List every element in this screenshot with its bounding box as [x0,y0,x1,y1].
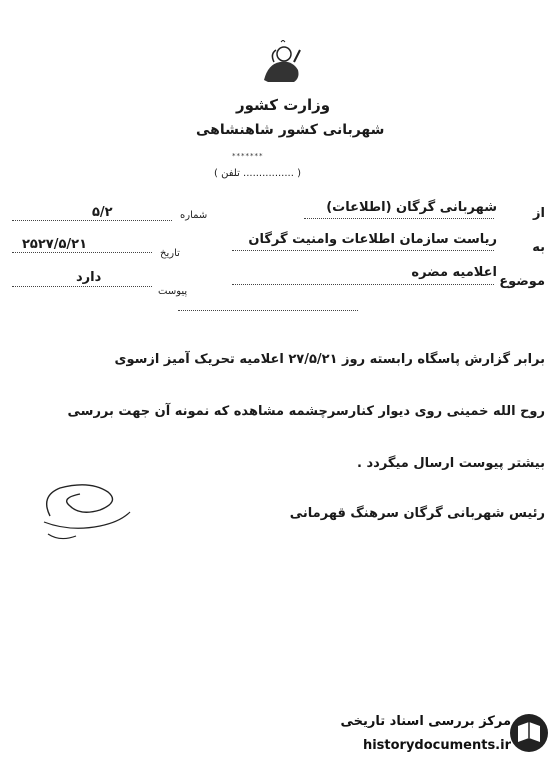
watermark-title: مرکز بررسی اسناد تاریخی [340,714,511,729]
body-line-1: برابر گزارش پاسگاه رابسته روز ۲۷/۵/۲۱ اعلامیه تحریک آمیز ازسوی [114,352,545,367]
separator-dotted-line [178,310,358,311]
attachment-label: پیوست [158,286,188,297]
body-line-3: بیشتر پیوست ارسال میگردد . [357,456,545,471]
attachment-value: دارد [76,270,102,285]
lion-and-sun-emblem [254,40,308,88]
handwritten-signature [30,476,140,548]
date-value: ۲۵۲۷/۵/۲۱ [22,237,88,252]
subject-value: اعلامیه مضره [411,265,497,280]
from-value: شهربانی گرگان (اطلاعات) [326,200,497,215]
attachment-dotted-line [12,286,152,287]
watermark-url: historydocuments.ir [362,738,511,753]
from-dotted-line [304,218,494,219]
date-label: تاریخ [160,248,180,259]
from-label: از [533,206,545,221]
office-heading: شهربانی کشور شاهنشاهی [196,122,385,138]
to-label: به [532,240,545,255]
body-line-2: روح الله خمینی روی دیوار کنارسرچشمه مشاهده که نمونه آن جهت بررسی [67,404,545,419]
to-dotted-line [232,250,494,251]
phone-line: ( تلفن ................ ) [214,168,301,179]
ministry-heading: وزارت کشور [236,96,331,114]
number-label: شماره [180,210,208,221]
archive-book-icon [508,712,550,754]
star-row: ******* [232,152,264,160]
number-value: ۵/۲ [92,205,113,220]
subject-dotted-line [232,284,494,285]
signature-line: رئیس شهربانی گرگان سرهنگ قهرمانی [289,506,545,521]
subject-label: موضوع [499,274,545,289]
number-dotted-line [12,220,172,221]
date-dotted-line [12,252,152,253]
to-value: ریاست سازمان اطلاعات وامنیت گرگان [248,232,497,247]
